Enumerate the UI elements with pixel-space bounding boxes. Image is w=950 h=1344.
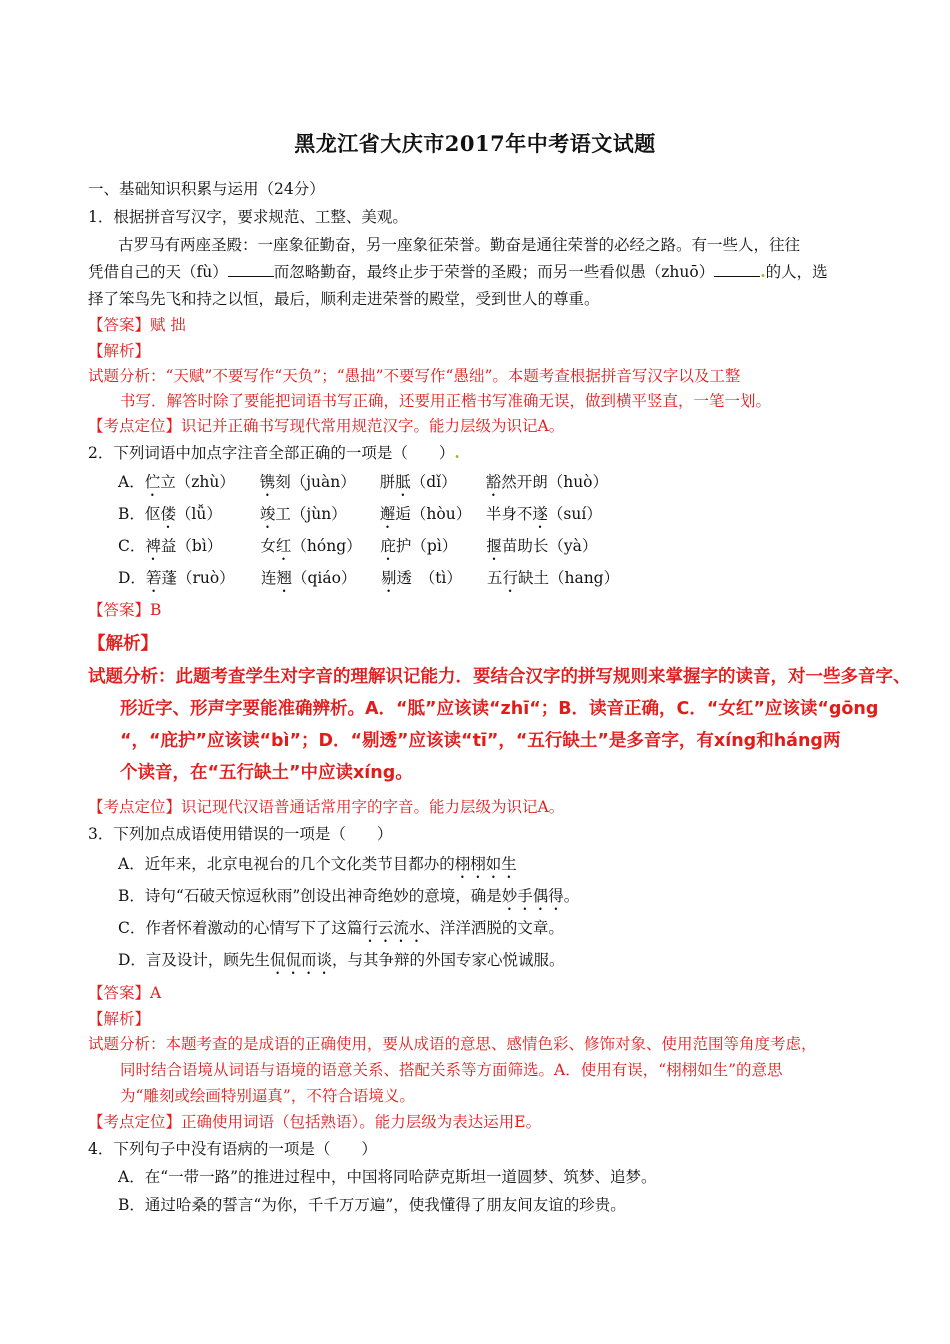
option-label: A． bbox=[118, 473, 145, 491]
word: 邂逅（hòu） bbox=[379, 505, 472, 523]
q3-option-d: D．言及设计，顾先生侃侃而谈，与其争辩的外国专家心悦诚服。 bbox=[118, 951, 565, 969]
q3-analysis-label: 【解析】 bbox=[88, 1010, 151, 1028]
word: 镌刻（juàn） bbox=[259, 473, 356, 491]
q1-analysis-line2: 书写．解答时除了要能把词语书写正确，还要用正楷书写准确无误，做到横平竖直，一笔一划。 bbox=[120, 392, 772, 410]
q3-option-c: C．作者怀着激动的心情写下了这篇行云流水、洋洋洒脱的文章。 bbox=[118, 919, 564, 937]
q4-option-b: B．通过哈桑的誓言“为你，千千万万遍”，使我懂得了朋友间友谊的珍贵。 bbox=[118, 1196, 626, 1214]
q2-analysis-line1: 试题分析：此题考查学生对字音的理解识记能力．要结合汉字的拼写规则来掌握字的读音，对一些多音字、 bbox=[88, 667, 911, 687]
q2-option-c bbox=[118, 535, 597, 564]
q4-stem: 4．下列句子中没有语病的一项是（ ） bbox=[88, 1140, 377, 1158]
q1-passage-line3: 择了笨鸟先飞和持之以恒，最后，顺利走进荣誉的殿堂，受到世人的尊重。 bbox=[88, 290, 600, 308]
word: 半身不遂（suí） bbox=[485, 505, 602, 523]
q2-analysis-label: 【解析】 bbox=[88, 634, 158, 654]
q2-analysis-line2: 形近字、形声字要能准确辨析。A．“胝”应该读“zhī“；B．读音正确，C．“女红”应该读“gōng bbox=[120, 699, 879, 719]
word: 豁然开朗（huò） bbox=[485, 473, 609, 491]
word: 胼胝（dǐ） bbox=[379, 473, 457, 491]
dotted-idiom: 侃侃而谈 bbox=[269, 951, 332, 969]
q3-option-a: A．近年来，北京电视台的几个文化类节目都办的栩栩如生 bbox=[118, 855, 517, 873]
q4-option-a: A．在“一带一路”的推进过程中，中国将同哈萨克斯坦一道圆梦、筑梦、追梦。 bbox=[118, 1168, 657, 1186]
option-label: D． bbox=[118, 569, 146, 587]
q2-point: 【考点定位】识记现代汉语普通话常用字的字音。能力层级为识记A。 bbox=[88, 798, 565, 816]
q2-mark: . bbox=[454, 443, 460, 462]
q2-option-b bbox=[118, 503, 602, 532]
word: 裨益（bì） bbox=[145, 537, 223, 555]
dotted-idiom: 栩栩如生 bbox=[454, 855, 517, 873]
q1-text: 凭借自己的天（fù） bbox=[88, 263, 228, 281]
q1-mark: . bbox=[760, 262, 766, 281]
word: 伛偻（lǚ） bbox=[144, 505, 222, 523]
q1-text: 而忽略勤奋，最终止步于荣誉的圣殿；而另一些看似愚（zhuō） bbox=[273, 263, 715, 281]
word: 女红（hóng） bbox=[260, 537, 362, 555]
q2-analysis-line3: “，“庇护”应该读“bì”；D．“剔透”应该读“tī”，“五行缺土”是多音字，有xíng和háng两 bbox=[120, 731, 841, 751]
q1-passage-line1: 古罗马有两座圣殿：一座象征勤奋，另一座象征荣誉。勤奋是通往荣誉的必经之路。有一些人，往往 bbox=[118, 236, 801, 254]
q1-analysis-line1: 试题分析：“天赋”不要写作“天负”；“愚拙”不要写作“愚绌”。本题考查根据拼音写汉字以及工整 bbox=[88, 367, 741, 385]
q3-option-b: B．诗句“石破天惊逗秋雨”创设出神奇绝妙的意境，确是妙手偶得。 bbox=[118, 887, 580, 905]
word: 竣工（jùn） bbox=[259, 505, 347, 523]
word: 伫立（zhù） bbox=[144, 473, 235, 491]
word: 庇护（pì） bbox=[380, 537, 458, 555]
word: 箬蓬（ruò） bbox=[145, 569, 235, 587]
word: 揠苗助长（yà） bbox=[486, 537, 598, 555]
dotted-idiom: 行云流水 bbox=[362, 919, 425, 937]
q3-answer: 【答案】A bbox=[88, 984, 162, 1002]
dotted-idiom: 妙手偶得 bbox=[501, 887, 564, 905]
option-label: B． bbox=[118, 505, 145, 523]
option-label: C． bbox=[118, 537, 146, 555]
q3-stem: 3．下列加点成语使用错误的一项是（ ） bbox=[88, 825, 393, 843]
q2-stem bbox=[88, 442, 460, 464]
q3-analysis-line2: 同时结合语境从词语与语境的语意关系、搭配关系等方面筛选。A．使用有误，“栩栩如生”的意思 bbox=[120, 1061, 783, 1079]
q1-text: 的人，选 bbox=[765, 263, 828, 281]
q1-blank-2 bbox=[714, 262, 760, 277]
q1-analysis-label: 【解析】 bbox=[88, 342, 151, 360]
q1-blank-1 bbox=[228, 262, 274, 277]
q1-answer: 【答案】赋 拙 bbox=[88, 316, 186, 334]
q3-analysis-line1: 试题分析：本题考查的是成语的正确使用，要从成语的意思、感情色彩、修饰对象、使用范围等角度考虑， bbox=[88, 1035, 817, 1053]
q2-option-d bbox=[118, 567, 619, 596]
q2-analysis-line4: 个读音，在“五行缺土”中应读xíng。 bbox=[120, 763, 413, 783]
section-heading: 一、基础知识积累与运用（24分） bbox=[88, 180, 325, 198]
q1-stem: 1．根据拼音写汉字，要求规范、工整、美观。 bbox=[88, 208, 408, 226]
page-title: 黑龙江省大庆市2017年中考语文试题 bbox=[294, 131, 656, 156]
q2-stem-text: 2．下列词语中加点字注音全部正确的一项是（ ） bbox=[88, 444, 455, 462]
q2-answer: 【答案】B bbox=[88, 601, 162, 619]
q3-point: 【考点定位】正确使用词语（包括熟语）。能力层级为表达运用E。 bbox=[88, 1113, 542, 1131]
q1-point: 【考点定位】识记并正确书写现代常用规范汉字。能力层级为识记A。 bbox=[88, 417, 565, 435]
q1-passage-line2 bbox=[88, 261, 828, 283]
word: 连翘（qiáo） bbox=[260, 569, 357, 587]
word: 五行缺土（hang） bbox=[486, 569, 620, 587]
word: 剔透 （tì） bbox=[380, 569, 462, 587]
q3-analysis-line3: 为“雕刻或绘画特别逼真”，不符合语境义。 bbox=[120, 1087, 415, 1105]
q2-option-a bbox=[118, 471, 608, 500]
